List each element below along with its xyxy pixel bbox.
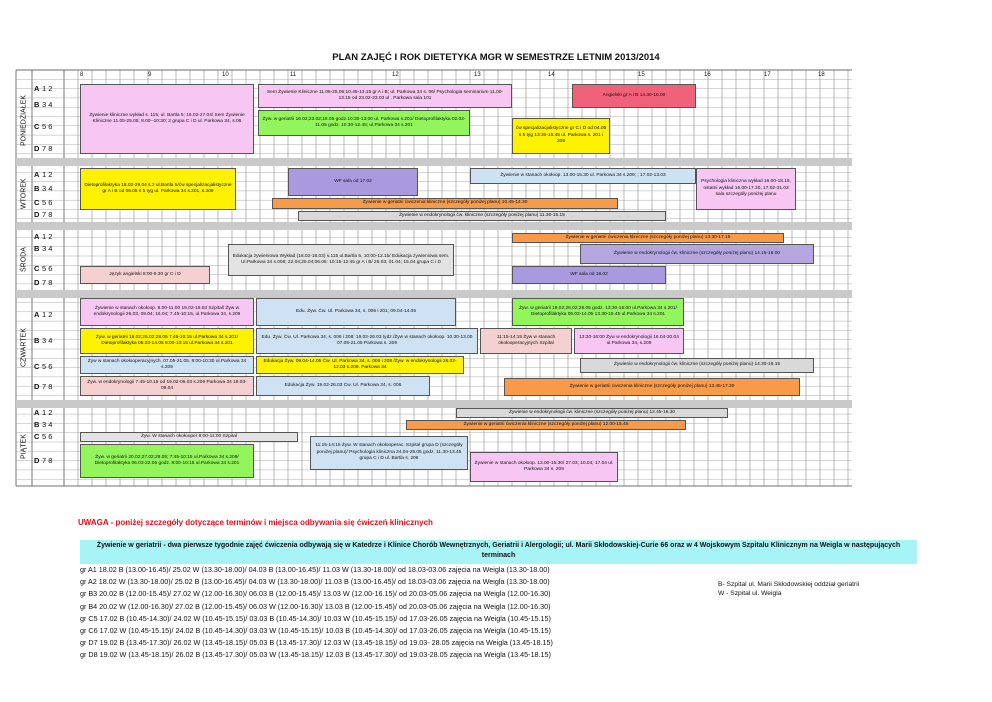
group-label: B 3 4 [34, 99, 53, 109]
group-label: C 5 6 [34, 121, 53, 131]
schedule-block: Żyw. w geriatrii 19.02;26.02;28.05 7.45-10:15 ul.Parkowa 34 s.201/ Dietoprofilaktyka 05.03-14.05 8:00-10:15 ul.Parkowa 34 s.201 [80, 328, 254, 354]
group-label: C 5 6 [34, 361, 53, 371]
group-label: A 1 2 [34, 309, 53, 319]
group-label: D 7 8 [34, 277, 53, 287]
hour-label: 17 [764, 72, 771, 78]
hour-label: 12 [392, 72, 399, 78]
schedule-block: Żywienie w stanach okołoop. 8.00-11.00 19.02-19.03 Szpital/ Żyw w endokrynologii 26.03, 09.04; 16.04; 7.45-10:15, ul.Parkowa 34, s.209 [80, 298, 254, 326]
schedule-block: Żywienie w geriatrii ćwiczenia kliniczne (szczegóły poniżej planu) 12.00-15.45 [406, 420, 686, 430]
legend-box [718, 580, 859, 599]
schedule-block: Żyw. w endokrynologii 7.45-10.15 od 19.02-05.03 s.209 Parkowa 34 19.03-09.04 [80, 376, 254, 396]
hour-label: 11 [290, 72, 297, 78]
hour-label: 15 [638, 72, 645, 78]
schedule-block: Żyw w stanach okołooperacyjnych. 07.05-21.05. 8:00-10:30 ul.Parkowa 34 s.209 [80, 356, 254, 374]
schedule-block: 13:30-16:00 Żyw w endokrynologii 16.04-30.04 ul.Parkowa 34, s.209 [574, 328, 684, 354]
schedule-block: Żywienie w stanach okołoop. 13.00-15.30 ul. Parkowa 34 s.209; ; 17.02-13.03 [470, 168, 696, 184]
geriatrics-line: gr D7 19.02 B (13.45-17.30)/ 26.02 W (13.45-18.15)/ 05.03 B (13.45-17.30)/ 12.03 W (13.45-18.15)/ od 19.03- 28.05 zajęcia na Weigla (13.45-18.15) [80, 638, 553, 648]
group-label: B 3 4 [34, 419, 53, 429]
schedule-block: Edu. Żyw. Ćw. Ul. Parkowa 34, s. 006 i 201; 09.04-14.05 [256, 298, 456, 326]
schedule-block: Edukacja Żyw. 19.02-26.03 Ćw. Ul. Parkowa 34, s. 006 [256, 376, 430, 396]
schedule-block: Język angielski 8:00-9.30 gr C i D [80, 266, 210, 284]
day-label-wednesday: ŚRODA [20, 247, 28, 273]
geriatrics-line: gr B3 20.02 B (12.00-15.45)/ 27.02 W (12.00-16.30)/ 06.03 B (12.00-15.45)/ 13.03 W (12.00-16.15)/ od 20.03-05.06 zajęcia na Weigla (12.00-16.30) [80, 589, 551, 599]
group-label: D 7 8 [34, 455, 53, 465]
hour-label: 18 [818, 72, 825, 78]
schedule-block: Żyw. w geriatrii 16.02;23.02;18.05 godz.10:30-13:00 ul. Parkowa s.201/ Dietoprofilaktyka 02.03-11.05 godz. 10:30-12.45; ul.Parkowa 34 s.201 [258, 110, 470, 136]
group-label: C 5 6 [34, 197, 53, 207]
schedule-block: Edu. Żyw. Ćw. Ul. Parkowa 34, s. 006 i 208; 19.02-26.03 tydz./Żyw w stanach okołoop. 10.30-13.00 07.05-21.05 Parkowa s. 209 [256, 328, 478, 354]
schedule-block: 11:15-14:15 Żyw w stanach okołooperacyjnych Szpital [480, 328, 572, 354]
geriatrics-line: gr B4 20.02 W (12.00-16.30)/ 27.02 B (12.00-15.45)/ 06.03 W (12.00-16.30)/ 13.03 B (12.00-15.45)/ od 20.03-05.06 zajęcia na Weigla (12.00-16.30) [80, 601, 551, 611]
group-label: D 7 8 [34, 381, 53, 391]
geriatrics-line: gr C5 17.02 B (10.45-14.30)/ 24.02 W (10.45-15.15)/ 03.03 B (10.45-14.30)/ 10.03 W (10.45-15.15)/ od 17.03-26.05 zajęcia na Weigla (10.45-15.15) [80, 613, 551, 623]
legend-line: B- Szpital ul. Marii Skłodowskiej oddział geriatrii [718, 581, 860, 588]
schedule-block: Żywienie w endokrynologii ćw. kliniczne (szczegóły poniżej planu) 14.15-18.00 [580, 244, 814, 264]
hour-label: 16 [704, 72, 711, 78]
day-label-thursday: CZWARTEK [20, 328, 28, 368]
schedule-block: Żywienie w endokrynologii ćw. kliniczne (szczegóły poniżej planu) 14.30-18.15 [580, 358, 814, 373]
group-label: A 1 2 [34, 407, 53, 417]
schedule-block: 11:15-14:15 Żyw. W stanach okołooperac. Szpital grupa D (szczegóły poniżej planu)/ Psychologia kliniczna 24.04-29.05 godz. 11.30-13.45 grupa C i D ul. Bartla s. 206 [310, 436, 468, 470]
schedule-block: ćw specjalizacjalistyczne gr C i D od 04.05 s 5 tyg 13:30-15:45 ul. Parkowa s. 201 i 209 [512, 118, 610, 154]
geriatrics-line: gr C6 17.02 W (10.45-15.15)/ 24.02 B (10.45-14.30)/ 03.03 W (10.45-15.15)/ 10.03 B (10.45-14.30)/ od 17.03-26.05 zajęcia na Weigla (10.45-15.15) [80, 626, 551, 635]
schedule-block: Żyw. w geriatrii 19.02;26.02;28.05 godz. 13:30-16:00 ul.Parkowa 34 s.201/ Dietoprofilaktyka 05.03-14.05 13.30-15.45 ul.Parkowa 34 s.201 [512, 298, 684, 326]
schedule-block: Żywienie w endokrynologii ćw. kliniczne (szczegóły poniżej planu) 11.30-15.15 [298, 211, 666, 221]
page-title: PLAN ZAJĘĆ I ROK DIETETYKA MGR W SEMESTRZE LETNIM 2013/2014 [332, 52, 660, 63]
hour-label: 8 [80, 72, 84, 78]
hour-label: 9 [148, 72, 152, 78]
schedule-block: WF sala od 17.02 [288, 168, 418, 196]
schedule-block: Angielski gr A i B 14.30-16.00 [572, 84, 696, 108]
geriatrics-line: gr A2 18.02 W (13.30-18.00)/ 25.02 B (13.00-16.45)/ 04.03 W (13.30-18.00)/ 11.03 B (13.00-16.45)/ od 18.03-03.06 zajęcia na Weigla (13.30-18.00) [80, 577, 550, 587]
schedule-block: Żywienie w geriatrii ćwiczenia kliniczne (szczegóły poniżej planu) 13.30-17.15 [512, 233, 784, 243]
schedule-block: Sem Żywienie Kliniczne 11.05-25.05;10.45-13.15 gr A i B; ul. Parkowa 34 s. 06/ Psychologia seminarium 11.00-13.15 od 23.02-23.03 ul . Parkowa sala 101 [258, 84, 512, 108]
group-label: A 1 2 [34, 169, 53, 179]
schedule-block: Żyw. w geriatrii 20.02;27.02;29.05; 7:45-10:15 ul.Parkowa 34 s.209/ Dietoprofilaktyka 06.03-22.05 godz. 8:00-10:15 ul.Parkowa 34 s.201 [80, 444, 254, 478]
group-label: A 1 2 [34, 231, 53, 241]
schedule-block: Żyw. W stanach okołooper 8:00-11:00 Szpital [80, 432, 298, 442]
group-label: A 1 2 [34, 83, 53, 93]
day-label-monday: PONIEDZIAŁEK [20, 95, 28, 147]
legend-line: W - Szpital ul. Weigla [718, 590, 782, 598]
geriatrics-line: gr D8 19.02 W (13.45-18.15)/ 26.02 B (13.45-17.30)/ 05.03 W (13.45-18.15)/ 12.03 B (13.45-17.30)/ od 19.03-28.05 zajęcia na Weigla (13.45-18.15) [80, 650, 551, 660]
group-label: B 3 4 [34, 335, 53, 345]
schedule-block: Dietoprofilaktyka 18.02-29.04 s.3 ul.Bartla 5/ćw specjalizacjalistyczne gr A i B od 05.05 s 5 tyg ul. Parkowa 34 s.201, s.209 [80, 168, 236, 210]
hour-label: 10 [222, 72, 229, 78]
schedule-block: Psychologia kliniczna wykład 16.00-18.15, ostatni wykład 16.00-17.30, 17.02-31.03 sala szczegóły poniżej planu [696, 168, 796, 210]
group-label: D 7 8 [34, 209, 53, 219]
day-label-friday: PIĄTEK [20, 434, 28, 460]
schedule-block: Żywienie w stanach okołoop. 13.00-15.30/ 27.03; 10.04; 17.04 ul. Parkowa 34 s. 209 [470, 452, 618, 482]
hour-label: 13 [474, 72, 481, 78]
schedule-block: WF sala od 18.02 [512, 266, 666, 284]
day-label-tuesday: WTOREK [20, 178, 28, 210]
group-label: B 3 4 [34, 183, 53, 193]
group-label: B 3 4 [34, 243, 53, 253]
hour-label: 14 [548, 72, 555, 78]
schedule-block: Żywienie kliniczne wykład s. 115; ul. Bartla 5; 16.02-27.04/ Sem Żywienie Kliniczne 11.05-25.05; 8.00--10:30; 2 grupa C i D ul. Parkowa 34, s.06 [80, 84, 254, 154]
group-label: C 5 6 [34, 431, 53, 441]
group-label: D 7 8 [34, 143, 53, 153]
geriatrics-header: Żywienie w geriatrii - dwa pierwsze tygodnie zajęć ćwiczenia odbywają się w Katedrze i Klinice Chorób Wewnętrznych, Geriatrii i Alergologii; ul. Marii Skłodowskiej-Curie 66 oraz w 4 Wojskowym Szpitalu Klinicznym na Weigla w następujących terminach [80, 540, 917, 564]
schedule-block: Edukacja żywieniowa Wykład (18.02-18.03) s.115 ul.Bartla 5, 10:00-12.15/ Edukacja żywieniowa sem. Ul.Parkowa 34 s.006; 22.04;29.04;06.05: 10:15-12:45 gr A i B/ 25.03; 01.04; 15.04 grupa C i D [228, 244, 454, 276]
schedule-block: Żywienie w geriatrii ćwiczenia kliniczne (szczegóły poniżej planu) 13.45-17.30 [504, 378, 800, 396]
schedule-block: Edukacja Żyw. 09.04-14.05 Ćw. Ul. Parkowa 34, s. 006 i 208 /Żyw. w endokrynologii 26.02-12.03 s.209. Parkowa 34 [256, 356, 464, 374]
warning-heading: UWAGA - poniżej szczegóły dotyczące terminów i miejsca odbywania się ćwiczeń klinicznych [78, 518, 433, 527]
schedule-block: Żywienie w geriatrii ćwiczenia kliniczne (szczegóły poniżej planu) 10.45-14.30 [272, 198, 618, 209]
group-label: C 5 6 [34, 263, 53, 273]
schedule-block: Żywienie w endokrynologii ćw. kliniczne (szczegóły poniżej planu) 12.45-16.30 [456, 408, 728, 418]
geriatrics-line: gr A1 18.02 B (13.00-16.45)/ 25.02 W (13.30-18.00)/ 04.03 B (13.00-16.45)/ 11.03 W (13.30-18.00)/ od 18.03-03.06 zajęcia na Weigla (13.30-18.00) [80, 565, 550, 574]
